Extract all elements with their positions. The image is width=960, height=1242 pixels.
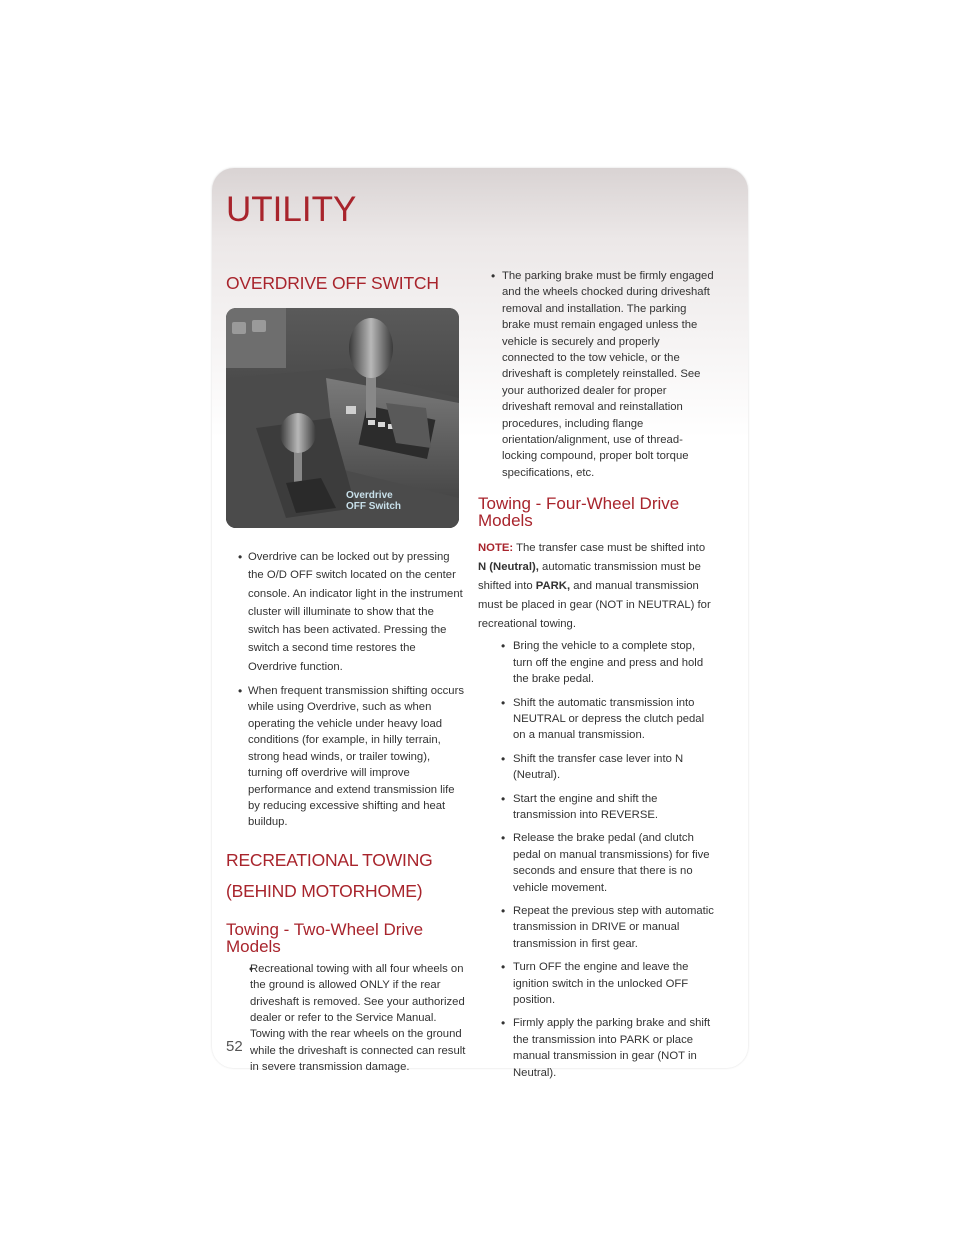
photo-callout (346, 490, 401, 512)
heading-line-1: RECREATIONAL TOWING (226, 849, 433, 870)
page-number: 52 (226, 1038, 243, 1055)
note-label: NOTE: (478, 542, 514, 555)
list-item: • Shift the transfer case lever into N (Neutral). (478, 751, 714, 784)
overdrive-bullets (226, 548, 466, 831)
note-park: PARK, (535, 580, 571, 593)
console-photo (226, 308, 459, 528)
list-item: • Start the engine and shift the transmission into REVERSE. (478, 791, 714, 824)
callout-line-1: Overdrive (346, 490, 393, 501)
heading-line-2: (BEHIND MOTORHOME) (226, 880, 423, 901)
four-wheel-drive-heading: Towing - Four-Wheel Drive Models (478, 494, 680, 531)
list-item: • When frequent transmission shifting occurs while using Overdrive, such as when operating the vehicle under heavy load conditions (for example, in hilly terrain, strong head winds, or trailer towing), turning off overdrive will improve performance and extend transmission life by reducing excessive shifting and heat buildup. (226, 683, 466, 831)
note-text-1: The transfer case must be shifted into (516, 542, 706, 555)
list-item: • Firmly apply the parking brake and shift the transmission into PARK or place manual transmission in gear (NOT in Neutral). (478, 1015, 714, 1081)
right-column (478, 268, 714, 1088)
four-wheel-steps (478, 638, 714, 1081)
parking-brake-bullets (478, 268, 714, 481)
list-item: • Overdrive can be locked out by pressing the O/D OFF switch located on the center console. An indicator light in the instrument cluster will illuminate to show that the switch has been activated. Pressing the switch a second time restores the Overdrive function. (226, 548, 466, 676)
list-item: • The parking brake must be firmly engaged and the wheels chocked during driveshaft removal and installation. The parking brake must remain engaged unless the vehicle is securely and properly connected to the tow vehicle, or the driveshaft is completely reinstalled. See your authorized dealer for proper driveshaft removal and reinstallation procedures, including flange orientation/alignment, use of thread-locking compound, proper bolt torque specifications, etc. (478, 268, 714, 481)
two-wheel-bullets (226, 961, 466, 1076)
list-item: • Shift the automatic transmission into NEUTRAL or depress the clutch pedal on a manual transmission. (478, 695, 714, 744)
callout-line-2: OFF Switch (346, 501, 401, 512)
overdrive-heading: OVERDRIVE OFF SWITCH (226, 273, 439, 293)
list-item: • Bring the vehicle to a complete stop, turn off the engine and press and hold the brake pedal. (478, 638, 714, 687)
console-photo-illustration (226, 308, 459, 528)
note-text-3: and manual transmission must be placed in gear (NOT in NEUTRAL) for recreational towing. (478, 580, 711, 631)
two-wheel-drive-heading: Towing - Two-Wheel Drive Models (226, 919, 424, 956)
section-title: UTILITY (226, 190, 357, 229)
list-item: • Recreational towing with all four wheels on the ground is allowed ONLY if the rear driveshaft is removed. See your authorized dealer or refer to the Service Manual. Towing with the rear wheels on the ground while the driveshaft is connected can result in severe transmission damage. (226, 961, 466, 1076)
list-item: • Turn OFF the engine and leave the ignition switch in the unlocked OFF position. (478, 959, 714, 1008)
note-text-2: automatic transmission must be shifted into (478, 561, 701, 593)
recreational-towing-heading (226, 845, 466, 907)
note-paragraph (478, 539, 714, 634)
left-column (226, 268, 466, 1083)
list-item: • Repeat the previous step with automatic transmission in DRIVE or manual transmission in first gear. (478, 903, 714, 952)
note-neutral: N (Neutral), (478, 561, 539, 574)
list-item: • Release the brake pedal (and clutch pedal on manual transmissions) for five seconds and ensure that there is no vehicle movement. (478, 830, 714, 896)
